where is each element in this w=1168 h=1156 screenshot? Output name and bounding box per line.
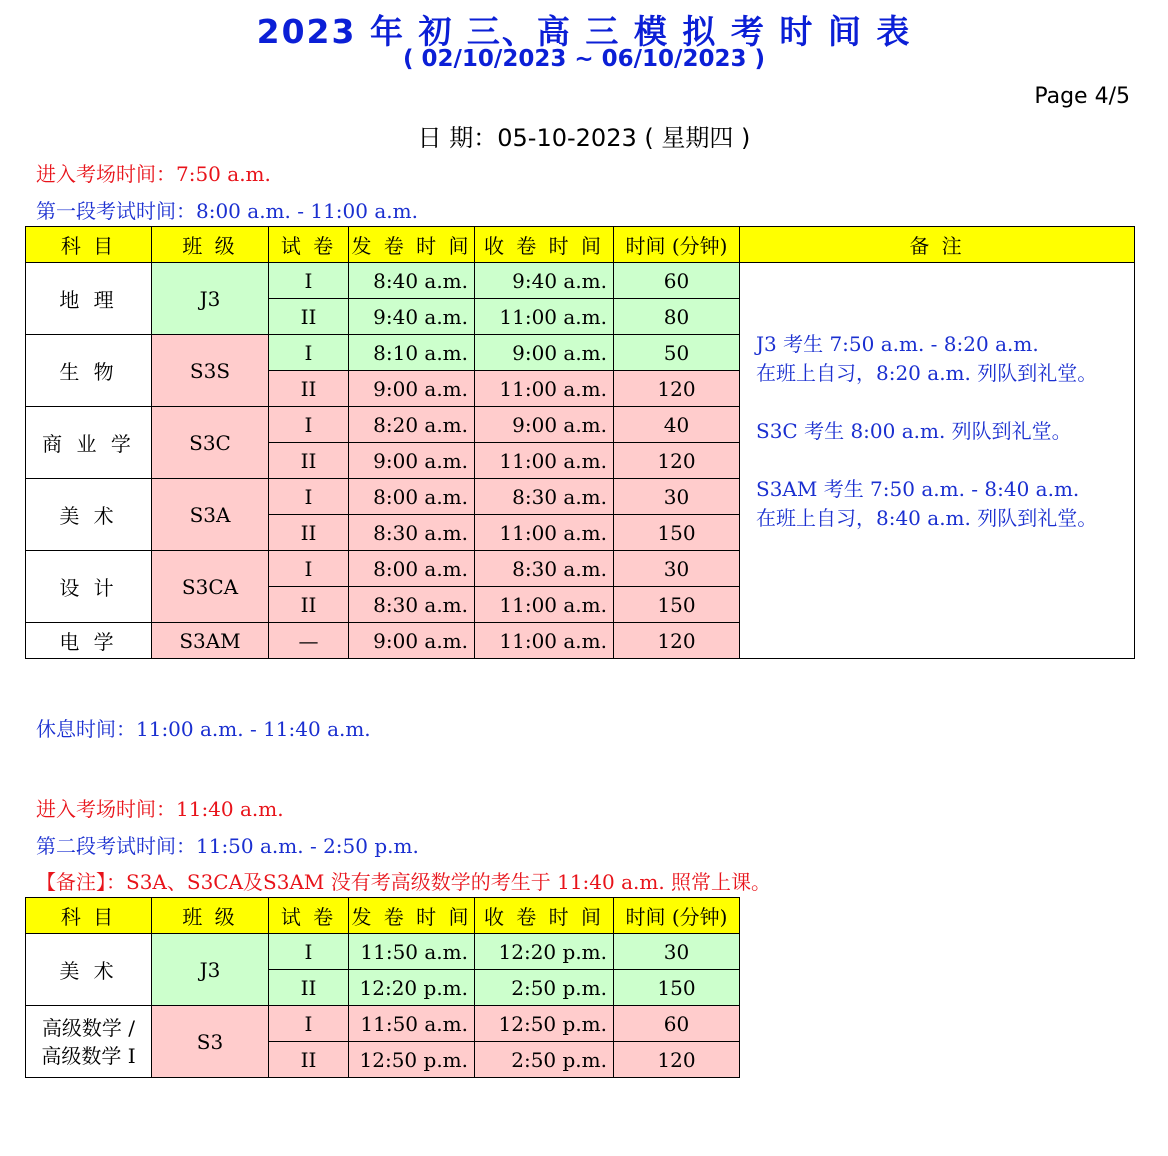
paper-cell: I (269, 1006, 349, 1042)
header-duration: 时间 (分钟) (614, 898, 740, 934)
end-time-cell: 12:20 p.m. (475, 934, 614, 970)
subject-cell: 美 术 (26, 934, 152, 1006)
end-time-cell: 11:00 a.m. (475, 623, 614, 659)
class-cell: S3AM (152, 623, 269, 659)
start-time-cell: 8:30 a.m. (349, 515, 475, 551)
paper-cell: II (269, 587, 349, 623)
duration-cell: 120 (614, 371, 740, 407)
header-subject: 科 目 (26, 898, 152, 934)
start-time-cell: 8:00 a.m. (349, 479, 475, 515)
class-cell: S3S (152, 335, 269, 407)
start-time-cell: 8:30 a.m. (349, 587, 475, 623)
subject-line: 高级数学 / (41, 1015, 136, 1040)
end-time-cell: 11:00 a.m. (475, 443, 614, 479)
header-duration: 时间 (分钟) (614, 227, 740, 263)
duration-cell: 60 (614, 263, 740, 299)
remark-s3am-line2: 在班上自习，8:40 a.m. 列队到礼堂。 (756, 506, 1098, 530)
page-number: Page 4/5 (1034, 84, 1130, 109)
end-time-cell: 11:00 a.m. (475, 587, 614, 623)
subject-cell (26, 1006, 152, 1078)
end-time-cell: 9:40 a.m. (475, 263, 614, 299)
header-remarks: 备 注 (740, 227, 1135, 263)
paper-cell: II (269, 1042, 349, 1078)
subject-cell: 设 计 (26, 551, 152, 623)
duration-cell: 30 (614, 479, 740, 515)
start-time-cell: 9:00 a.m. (349, 443, 475, 479)
start-time-cell: 8:20 a.m. (349, 407, 475, 443)
session1-timetable (25, 226, 1135, 659)
class-cell: S3C (152, 407, 269, 479)
header-class: 班 级 (152, 898, 269, 934)
session1-entry-time: 进入考场时间：7:50 a.m. (36, 162, 271, 186)
subject-line: 高级数学 I (41, 1043, 136, 1068)
paper-cell: I (269, 335, 349, 371)
header-end-time: 收 卷 时 间 (475, 227, 614, 263)
duration-cell: 50 (614, 335, 740, 371)
start-time-cell: 12:20 p.m. (349, 970, 475, 1006)
duration-cell: 120 (614, 1042, 740, 1078)
end-time-cell: 9:00 a.m. (475, 407, 614, 443)
paper-cell: II (269, 515, 349, 551)
end-time-cell: 12:50 p.m. (475, 1006, 614, 1042)
start-time-cell: 8:10 a.m. (349, 335, 475, 371)
paper-cell: I (269, 934, 349, 970)
end-time-cell: 9:00 a.m. (475, 335, 614, 371)
class-cell: S3 (152, 1006, 269, 1078)
duration-cell: 120 (614, 443, 740, 479)
subject-cell: 地 理 (26, 263, 152, 335)
header-paper: 试 卷 (269, 898, 349, 934)
table-row (26, 934, 740, 970)
table-row (26, 1006, 740, 1042)
end-time-cell: 11:00 a.m. (475, 371, 614, 407)
table-header-row (26, 227, 1135, 263)
start-time-cell: 8:00 a.m. (349, 551, 475, 587)
paper-cell: — (269, 623, 349, 659)
subject-cell: 生 物 (26, 335, 152, 407)
start-time-cell: 12:50 p.m. (349, 1042, 475, 1078)
table-row (26, 263, 1135, 299)
header-end-time: 收 卷 时 间 (475, 898, 614, 934)
session2-exam-time: 第二段考试时间：11:50 a.m. - 2:50 p.m. (36, 834, 419, 858)
subject-cell: 美 术 (26, 479, 152, 551)
end-time-cell: 8:30 a.m. (475, 551, 614, 587)
duration-cell: 80 (614, 299, 740, 335)
remarks-cell (740, 263, 1135, 659)
start-time-cell: 11:50 a.m. (349, 934, 475, 970)
start-time-cell: 8:40 a.m. (349, 263, 475, 299)
end-time-cell: 2:50 p.m. (475, 1042, 614, 1078)
header-paper: 试 卷 (269, 227, 349, 263)
subject-cell: 电 学 (26, 623, 152, 659)
paper-cell: I (269, 479, 349, 515)
duration-cell: 150 (614, 515, 740, 551)
session1-exam-time: 第一段考试时间：8:00 a.m. - 11:00 a.m. (36, 199, 418, 223)
session2-note: 【备注】：S3A、S3CA及S3AM 没有考高级数学的考生于 11:40 a.m. 照常上课。 (36, 870, 772, 894)
duration-cell: 30 (614, 551, 740, 587)
remark-j3-line2: 在班上自习，8:20 a.m. 列队到礼堂。 (756, 361, 1098, 385)
start-time-cell: 9:00 a.m. (349, 623, 475, 659)
duration-cell: 60 (614, 1006, 740, 1042)
class-cell: S3A (152, 479, 269, 551)
paper-cell: II (269, 299, 349, 335)
remark-j3-line1: J3 考生 7:50 a.m. - 8:20 a.m. (756, 332, 1039, 356)
paper-cell: I (269, 551, 349, 587)
paper-cell: I (269, 407, 349, 443)
session2-timetable (25, 897, 740, 1078)
start-time-cell: 9:40 a.m. (349, 299, 475, 335)
table-header-row (26, 898, 740, 934)
end-time-cell: 11:00 a.m. (475, 515, 614, 551)
header-class: 班 级 (152, 227, 269, 263)
remark-s3am-line1: S3AM 考生 7:50 a.m. - 8:40 a.m. (756, 477, 1080, 501)
paper-cell: I (269, 263, 349, 299)
header-subject: 科 目 (26, 227, 152, 263)
exam-date: 日 期：05-10-2023 ( 星期四 ) (417, 124, 751, 152)
class-cell: S3CA (152, 551, 269, 623)
duration-cell: 150 (614, 587, 740, 623)
header-start-time: 发 卷 时 间 (349, 227, 475, 263)
paper-cell: II (269, 970, 349, 1006)
paper-cell: II (269, 443, 349, 479)
session2-entry-time: 进入考场时间：11:40 a.m. (36, 797, 284, 821)
break-time: 休息时间：11:00 a.m. - 11:40 a.m. (36, 717, 371, 741)
header-start-time: 发 卷 时 间 (349, 898, 475, 934)
end-time-cell: 2:50 p.m. (475, 970, 614, 1006)
duration-cell: 30 (614, 934, 740, 970)
end-time-cell: 8:30 a.m. (475, 479, 614, 515)
paper-cell: II (269, 371, 349, 407)
class-cell: J3 (152, 263, 269, 335)
duration-cell: 120 (614, 623, 740, 659)
start-time-cell: 11:50 a.m. (349, 1006, 475, 1042)
remark-s3c: S3C 考生 8:00 a.m. 列队到礼堂。 (756, 419, 1072, 443)
duration-cell: 40 (614, 407, 740, 443)
page-title: 2023 年 初 三、高 三 模 拟 考 时 间 表 (256, 12, 912, 51)
date-range-subtitle: ( 02/10/2023 ~ 06/10/2023 ) (403, 46, 765, 72)
subject-cell: 商 业 学 (26, 407, 152, 479)
start-time-cell: 9:00 a.m. (349, 371, 475, 407)
end-time-cell: 11:00 a.m. (475, 299, 614, 335)
duration-cell: 150 (614, 970, 740, 1006)
class-cell: J3 (152, 934, 269, 1006)
